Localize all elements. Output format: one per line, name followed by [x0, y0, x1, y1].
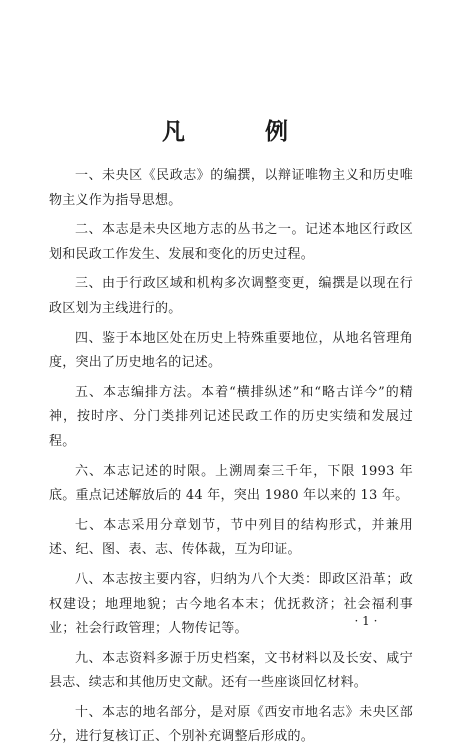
guideline-paragraph-9: 九、本志资料多源于历史档案，文书材料以及长安、咸宁县志、续志和其他历史文献。还有一些座谈回忆材料。 — [49, 650, 413, 691]
guideline-paragraph-4: 四、鉴于本地区处在历史上特殊重要地位，从地名管理角度，突出了历史地名的记述。 — [49, 330, 413, 371]
page-title: 凡 例 — [161, 118, 324, 145]
guideline-paragraph-6: 六、本志记述的时限。上溯周秦三千年，下限 1993 年底。重点记述解放后的 44 年，突出 1980 年以来的 13 年。 — [49, 463, 413, 504]
page-number: · 1 · — [354, 614, 378, 628]
guideline-paragraph-1: 一、未央区《民政志》的编撰，以辩证唯物主义和历史唯物主义作为指导思想。 — [49, 168, 413, 208]
guideline-paragraph-8: 八、本志按主要内容，归纳为八个大类：即政区沿革；政权建设；地理地貌；古今地名本末；优抚救济；社会福利事业；社会行政管理；人物传记等。 — [49, 571, 413, 637]
guideline-paragraph-3: 三、由于行政区域和机构多次调整变更，编撰是以现在行政区划为主线进行的。 — [49, 276, 413, 316]
guidelines-body — [49, 164, 413, 755]
guideline-paragraph-7: 七、本志采用分章划节，节中列目的结构形式，并兼用述、纪、图、表、志、传体裁，互为印证。 — [49, 517, 413, 558]
guideline-paragraph-2: 二、本志是未央区地方志的丛书之一。记述本地区行政区划和民政工作发生、发展和变化的历史过程。 — [49, 222, 413, 262]
guideline-paragraph-10: 十、本志的地名部分，是对原《西安市地名志》未央区部分，进行复核订正、个别补充调整后形成的。 — [49, 704, 413, 745]
guideline-paragraph-5: 五、本志编排方法。本着“横排纵述”和“略古详今”的精神，按时序、分门类排列记述民政工作的历史实绩和发展过程。 — [49, 384, 413, 449]
